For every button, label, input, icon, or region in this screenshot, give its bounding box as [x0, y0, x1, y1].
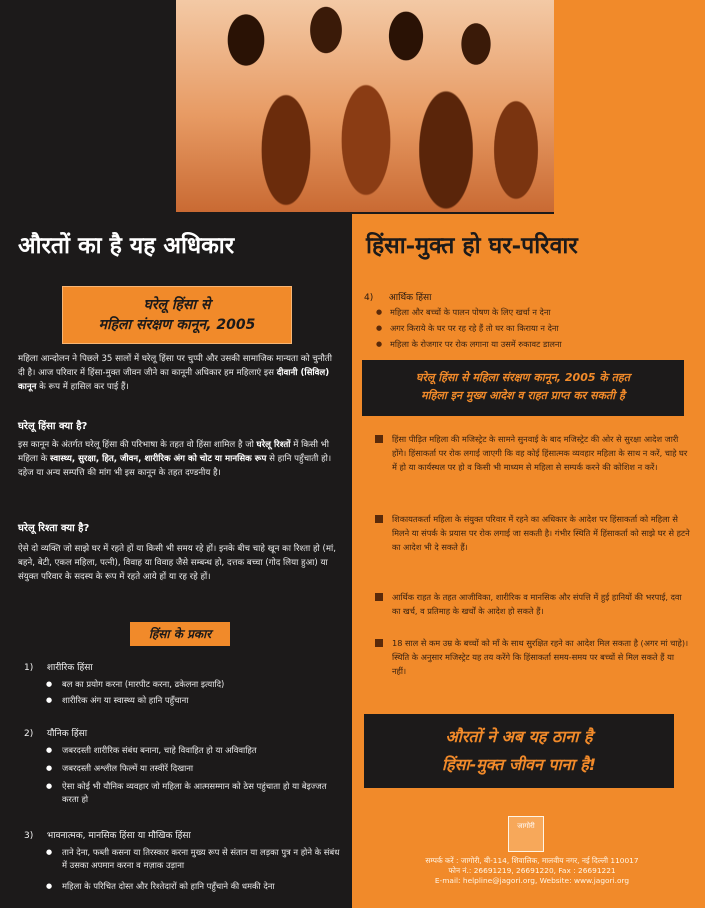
section-physical	[24, 660, 93, 673]
intro-text-bold: दीवानी (सिविल) कानून	[18, 368, 330, 392]
law-title-line1: घरेलू हिंसा से	[143, 297, 211, 313]
section-num: 4)	[364, 293, 374, 303]
intro-paragraph	[18, 352, 340, 394]
section-title: शारीरिक हिंसा	[46, 663, 93, 673]
list-item: ● महिला के परिचित दोस्त और रिश्तेदारों को हानि पहुँचाने की धमकी देना	[44, 880, 340, 893]
relief-item: आर्थिक राहत के तहत आजीविका, शारीरिक व मानसिक और संपत्ति में हुई हानियों की भरपाई, दवा का खर्च, व प्रतिमाह के खर्चों के आदेश हो सकते हैं।	[372, 590, 690, 618]
list-item: ● बल का प्रयोग करना (मारपीट करना, ढकेलना इत्यादि)	[44, 678, 340, 691]
q1-heading: घरेलू हिंसा क्या है?	[18, 421, 88, 432]
relief-item: शिकायतकर्ता महिला के संयुक्त परिवार में रहने का अधिकार के आदेश पर हिंसाकर्ता को महिला से मिलने या संपर्क के प्रयास पर रोक लगाई जा सकती है। गंभीर स्थिति में हिंसाकर्ता को साझे घर से हटने का आदेश भी दे सकते हैं।	[372, 512, 690, 554]
contact-phone: फोन नं.: 26691219, 26691220, Fax : 26691221	[448, 866, 616, 875]
section-num: 1)	[24, 663, 34, 673]
contact-address: सम्पर्क करें : जागोरी, बी-114, शिवालिक, मालवीय नगर, नई दिल्ली 110017	[425, 856, 639, 865]
law-title-box	[62, 286, 292, 344]
q2-heading: घरेलू रिश्ता क्या है?	[18, 523, 90, 534]
q1-text-b: में किसी भी महिला के	[18, 440, 329, 464]
section-title: भावनात्मक, मानसिक हिंसा या मौखिक हिंसा	[46, 831, 191, 841]
section-num: 2)	[24, 729, 34, 739]
list-item: ● ऐसा कोई भी यौनिक व्यवहार जो महिला के आत्मसम्मान को ठेस पहुंचाता हो या बेइज्जत करता हो	[44, 780, 340, 806]
section-num: 3)	[24, 831, 34, 841]
banner-right-title: हिंसा-मुक्त हो घर-परिवार	[366, 232, 578, 259]
list-item: ● जबरदस्ती शारीरिक संबंध बनाना, चाहे विवाहित हो या अविवाहित	[44, 744, 340, 757]
list-item: ● ताने देना, फब्ती कसना या तिरस्कार करना मुख्य रूप से संतान या लड़का पुत्र न होने के संबंध में उसका अपमान करना व मज़ाक उड़ाना	[44, 846, 340, 872]
relief-item: हिंसा पीड़ित महिला की मजिस्ट्रेट के सामने सुनवाई के बाद मजिस्ट्रेट की ओर से सुरक्षा आदेश जारी होंगे। हिंसाकर्ता पर रोक लगाई जाएगी कि वह कोई हिंसात्मक व्यवहार महिला के साथ न करें, चाहे घर में हो या कार्यस्थल पर हो व किसी भी माध्यम से महिला से सम्पर्क करने की कोशिश न करें।	[372, 432, 690, 474]
section-economic	[364, 290, 431, 303]
jagori-logo	[508, 816, 544, 852]
section-sexual	[24, 726, 87, 739]
reliefs-heading-line2: महिला इन मुख्य आदेश व राहत प्राप्त कर सकती है	[421, 389, 625, 402]
women-marching-photo	[176, 0, 554, 214]
slogan-line2: हिंसा-मुक्त जीवन पाना है!	[441, 755, 597, 774]
banner-left-title: औरतों का है यह अधिकार	[18, 232, 235, 259]
section-emotional	[24, 828, 191, 841]
reliefs-heading-line1: घरेलू हिंसा से महिला संरक्षण कानून, 2005 के तहत	[416, 371, 630, 384]
reliefs-heading-box	[362, 360, 684, 416]
contact-info	[372, 856, 692, 886]
q1-text-c: से हानि पहुँचाती हो। दहेज या अन्य सम्पत्ति की मांग भी इस कानून के तहत दण्डनीय है।	[18, 454, 332, 478]
section-title: आर्थिक हिंसा	[388, 293, 432, 303]
slogan-line1: औरतों ने अब यह ठाना है	[445, 727, 593, 746]
intro-text-b: के रूप में हासिल कर पाई हैं।	[39, 382, 129, 392]
law-title-line2: महिला संरक्षण कानून, 2005	[98, 317, 256, 333]
q1-bold-a: घरेलू रिश्तों	[256, 440, 291, 450]
list-item: ● अगर किराये के घर पर रह रहे हैं तो घर का किराया न देना	[372, 322, 692, 335]
intro-text-a: महिला आन्दोलन ने पिछले 35 सालों में घरेलू हिंसा पर चुप्पी और उसकी सामाजिक मान्यता को चुनौती दी है। आज परिवार में हिंसा-मुक्त जीवन जीने का कानूनी अधिकार हम महिलाएं इस	[18, 354, 332, 378]
section-title: यौनिक हिंसा	[46, 729, 88, 739]
logo-text: जागोरी	[517, 822, 535, 830]
list-item: ● महिला के रोजगार पर रोक लगाना या उसमें रुकावट डालना	[372, 338, 692, 351]
slogan-box	[364, 714, 674, 788]
list-item: ● शारीरिक अंग या स्वास्थ्य को हानि पहुँचाना	[44, 694, 340, 707]
q1-paragraph	[18, 438, 340, 480]
list-item: ● महिला और बच्चों के पालन पोषण के लिए खर्चा न देना	[372, 306, 692, 319]
list-item: ● जबरदस्ती अश्लील फिल्में या तस्वीरें दिखाना	[44, 762, 340, 775]
q1-text-a: इस कानून के अंतर्गत घरेलू हिंसा की परिभाषा के तहत वो हिंसा शामिल है जो	[18, 440, 254, 450]
violence-types-heading: हिंसा के प्रकार	[130, 622, 230, 646]
contact-email-website: E-mail: helpline@jagori.org, Website: www.jagori.org	[434, 876, 630, 885]
relief-item: 18 साल से कम उम्र के बच्चों को माँ के साथ सुरक्षित रहने का आदेश मिल सकता है (अगर मां चाहे)। स्थिति के अनुसार मजिस्ट्रेट यह तय करेंगे कि हिंसाकर्ता समय-समय पर बच्चों से मिल सकते हैं या नहीं।	[372, 636, 690, 678]
q1-bold-b: स्वास्थ्य, सुरक्षा, हित, जीवन, शारीरिक अंग को चोट या मानसिक रूप	[50, 454, 267, 464]
q2-paragraph: ऐसे दो व्यक्ति जो साझे घर में रहते हों या किसी भी समय रहे हों। इनके बीच चाहे खून का रिश्ता हो (मां, बहने, बेटी, एकल महिला, पत्नी), विवाह या विवाह जैसे सम्बन्ध हो, दत्तक बच्चा (गोद लिया हुआ) या संयुक्त परिवार के सदस्य के रूप में रहते आये हों या रह रहे हों।	[18, 544, 336, 582]
